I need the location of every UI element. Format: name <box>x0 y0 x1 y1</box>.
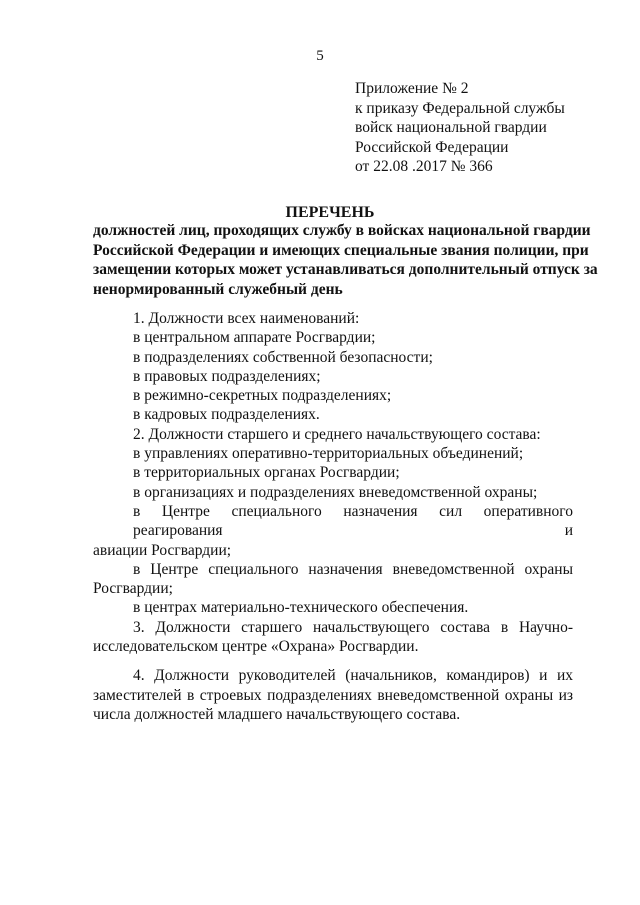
list-item: в центральном аппарате Росгвардии; <box>133 329 376 347</box>
section-continuation: числа должностей младшего начальствующего состава. <box>93 705 461 723</box>
list-item: в кадровых подразделениях. <box>133 406 320 424</box>
document-title: ПЕРЕЧЕНЬ <box>285 204 375 221</box>
appendix-line: Приложение № 2 <box>355 80 469 97</box>
subtitle-line: должностей лиц, проходящих службу в войсках национальной гвардии <box>93 222 591 239</box>
appendix-line: от 22.08 .2017 № 366 <box>355 158 493 175</box>
subtitle-line: замещении которых может устанавливаться дополнительный отпуск за <box>93 261 598 278</box>
section-continuation: заместителей в строевых подразделениях вневедомственной охраны из <box>93 686 573 704</box>
list-item-continuation: авиации Росгвардии; <box>93 541 232 559</box>
document-body <box>93 309 573 724</box>
list-item: в организациях и подразделениях вневедомственной охраны; <box>133 483 538 501</box>
appendix-line: к приказу Федеральной службы <box>355 99 565 117</box>
appendix-line: войск национальной гвардии <box>355 119 547 136</box>
subtitle-line: Российской Федерации и имеющих специальные звания полиции, при <box>93 241 589 259</box>
appendix-line: Российской Федерации <box>355 138 509 156</box>
section-heading: 3. Должности старшего начальствующего состава в Научно- <box>133 618 573 636</box>
list-item: в центрах материально-технического обеспечения. <box>133 599 469 617</box>
subtitle-line: ненормированный служебный день <box>93 280 343 298</box>
list-item-continuation: Росгвардии; <box>93 580 173 598</box>
section-continuation: исследовательском центре «Охрана» Росгвардии. <box>93 638 419 656</box>
list-item: в правовых подразделениях; <box>133 367 321 385</box>
list-item: в территориальных органах Росгвардии; <box>133 464 400 482</box>
section-heading: 2. Должности старшего и среднего начальствующего состава: <box>133 425 541 443</box>
page-number: 5 <box>316 48 324 64</box>
paragraph-gap <box>93 656 573 666</box>
list-item: в режимно-секретных подразделениях; <box>133 387 392 405</box>
section-heading: 4. Должности руководителей (начальников, командиров) и их <box>133 667 573 685</box>
appendix-header <box>355 79 625 177</box>
section-heading: 1. Должности всех наименований: <box>133 310 360 327</box>
list-item: в подразделениях собственной безопасности; <box>133 348 433 366</box>
list-item: в Центре специального назначения вневедомственной охраны <box>133 560 573 578</box>
list-item: в Центре специального назначения сил оперативного реагирования и <box>133 502 573 540</box>
list-item: в управлениях оперативно-территориальных объединений; <box>133 445 524 463</box>
document-subtitle <box>93 221 598 299</box>
